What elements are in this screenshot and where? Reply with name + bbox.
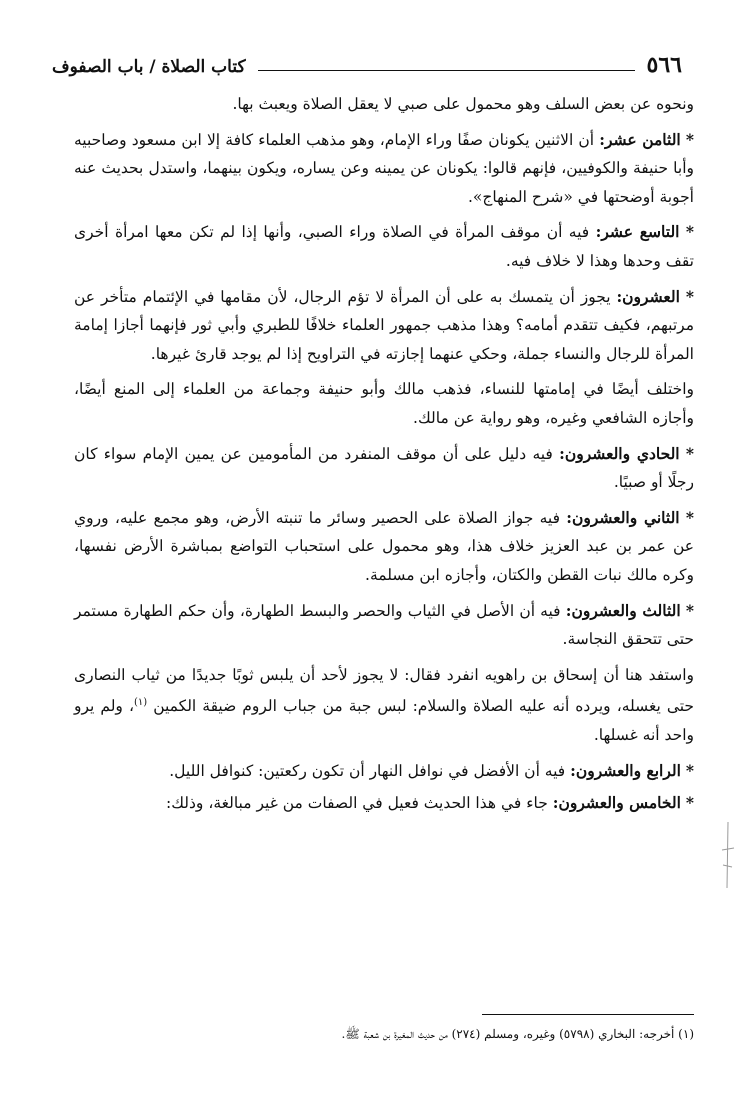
asterisk-marker: * <box>685 286 694 306</box>
section-label: الرابع والعشرون: <box>570 760 681 780</box>
section-label: التاسع عشر: <box>595 222 680 242</box>
section-label: الخامس والعشرون: <box>552 793 681 813</box>
header-rule <box>258 70 635 71</box>
asterisk-marker: * <box>685 600 694 620</box>
body-text <box>74 90 694 822</box>
paragraph: واختلف أيضًا في إمامتها للنساء، فذهب مالك وأبو حنيفة وجماعة من العلماء إلى المنع أيضًا، وأجازه الشافعي وغيره، وهو رواية عن مالك. <box>74 380 694 427</box>
paragraph: * الحادي والعشرون: فيه دليل على أن موقف المنفرد من المأمومين عن يمين الإمام سواء كان رجلًا أو صبيًا. <box>74 443 694 492</box>
paragraph-ishaq: واستفد هنا أن إسحاق بن راهويه انفرد فقال: لا يجوز لأحد أن يلبس ثوبًا جديدًا من ثياب النصارى حتى يغسله، ويرده أنه عليه الصلاة والسلام: لبس جبة من جباب الروم ضيقة الكمين $^{(١)}$، ولم يرو واحد أنه غسلها. <box>74 665 694 745</box>
asterisk-marker: * <box>685 507 694 527</box>
footnote-reference[interactable]: (١) <box>133 697 148 709</box>
paragraph: * الخامس والعشرون: جاء في هذا الحديث فعيل في الصفات من غير مبالغة، وذلك: <box>166 793 694 813</box>
section-label: الحادي والعشرون: <box>559 443 680 463</box>
section-label: العشرون: <box>616 286 680 306</box>
running-title: كتاب الصلاة / باب الصفوف <box>52 57 246 77</box>
page-header <box>52 42 682 76</box>
pencil-mark-icon <box>718 820 738 890</box>
paragraph: * الثاني والعشرون: فيه جواز الصلاة على الحصير وسائر ما تنبته الأرض، وهو مجمع عليه، وروي عن عمر بن عبد العزيز خلاف هذا، وهو محمول على استحباب التواضع بمباشرة الأرض نفسها، وكره مالك نبات القطن والكتان، وأجازه ابن مسلمة. <box>74 507 694 584</box>
asterisk-marker: * <box>685 793 694 813</box>
asterisk-marker: * <box>685 222 694 242</box>
paragraph: * الثامن عشر: أن الاثنين يكونان صفًا وراء الإمام، وهو مذهب العلماء كافة إلا ابن مسعود وصاحبيه وأبا حنيفة والكوفيين، فإنهم قالوا: يكونان عن يمينه وعن يساره، ويكون بينهما، واستدل بحديث عنه أجوبة أوضحتها في «شرح المنهاج». <box>74 129 694 206</box>
section-label: الثامن عشر: <box>599 129 681 149</box>
paragraph: * الرابع والعشرون: فيه أن الأفضل في نوافل النهار أن تكون ركعتين: كنوافل الليل. <box>169 760 694 780</box>
paragraph: * التاسع عشر: فيه أن موقف المرأة في الصلاة وراء الصبي، وأنها إذا لم تكن معها امرأة أخرى تقف وحدها وهذا لا خلاف فيه. <box>74 222 694 270</box>
section-label: الثاني والعشرون: <box>566 507 680 527</box>
footnote: (١) أخرجه: البخاري (٥٧٩٨) وغيره، ومسلم (٢٧٤) من حديث المغيرة بن شعبة ﷺ. <box>341 1027 694 1041</box>
paragraph: * العشرون: يجوز أن يتمسك به على أن المرأة لا تؤم الرجال، لأن مقامها في الإئتمام متأخر عن مرتبهم، فكيف تتقدم أمامه؟ وهذا مذهب جمهور العلماء خلافًا للطبري وأبي ثور فإنهما أجازا إمامة المرأة للرجال والنساء جملة، وحكي عنهما إجازته في التراويح إذا لم يوجد قارئ غيرها. <box>74 286 694 363</box>
asterisk-marker: * <box>685 760 694 780</box>
footnote-rule <box>482 1014 694 1015</box>
asterisk-marker: * <box>685 129 694 149</box>
section-label: الثالث والعشرون: <box>565 600 681 620</box>
paragraph: ونحوه عن بعض السلف وهو محمول على صبي لا يعقل الصلاة ويعبث بها. <box>232 95 694 113</box>
asterisk-marker: * <box>685 443 694 463</box>
page-number: ٥٦٦ <box>646 52 682 78</box>
paragraph: * الثالث والعشرون: فيه أن الأصل في الثياب والحصر والبسط الطهارة، وأن حكم الطهارة مستمر حتى تتحقق النجاسة. <box>74 600 694 649</box>
